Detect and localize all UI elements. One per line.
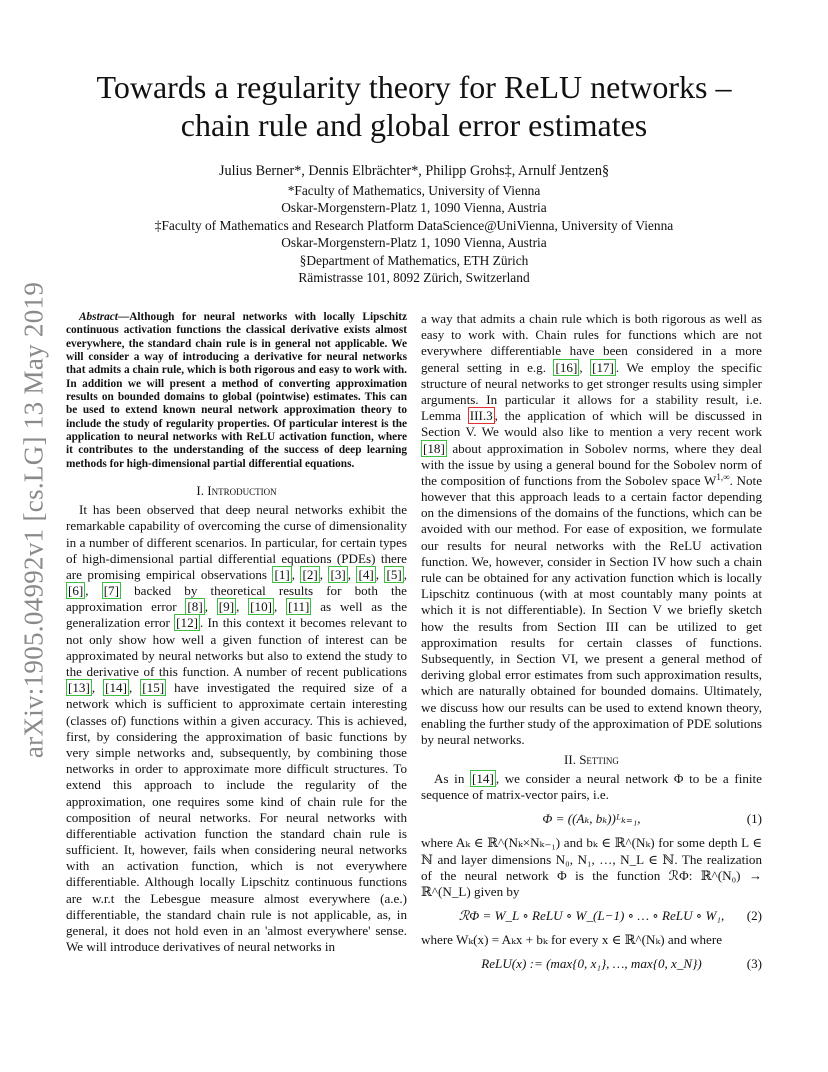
citation-link[interactable]: [11]	[288, 599, 310, 615]
title-line-2: chain rule and global error estimates	[180, 107, 648, 143]
citation-link[interactable]: [3]	[330, 566, 346, 582]
left-column	[66, 311, 407, 955]
citation-link[interactable]: [12]	[176, 615, 198, 631]
affiliation-line: §Department of Mathematics, ETH Zürich	[299, 252, 529, 268]
citation-link[interactable]: [10]	[250, 599, 272, 615]
equation-1-body: Φ = ((Aₖ, bₖ))ᴸₖ₌₁,	[542, 811, 641, 827]
section-heading-setting: II. Setting	[564, 752, 619, 768]
citation-link[interactable]: [15]	[142, 680, 165, 696]
abstract-text: —Although for neural networks with locally Lipschitz continuous activation functions the classical derivative exists almost everywhere, the standard chain rule is in general not applicable. We will consider a way of introducing a derivative for neural networks that admits a chain rule, which is both rigorous and easy to work with. In addition we will present a method of converting approximation results on bounded domains to global (pointwise) estimates. This can be used to extend known neural network approximation theory to include the study of regularity properties. Of particular interest is the application to neural networks with ReLU activation function, where it contributes to the understanding of the success of deep learning methods for high-dimensional partial differential equations.	[66, 311, 407, 470]
citation-link[interactable]: [16]	[555, 359, 578, 375]
abstract-label: Abstract	[79, 311, 118, 323]
affiliation-line: *Faculty of Mathematics, University of Vienna	[287, 182, 541, 198]
equation-3-number: (3)	[746, 956, 762, 972]
arxiv-identifier: arXiv:1905.04992v1 [cs.LG] 13 May 2019	[18, 281, 49, 759]
equation-3	[421, 953, 762, 975]
affiliation-line: Oskar-Morgenstern-Platz 1, 1090 Vienna, Austria	[281, 235, 547, 250]
author-block	[70, 163, 758, 287]
citation-link[interactable]: [6]	[68, 583, 84, 599]
citation-link[interactable]: [7]	[103, 583, 119, 599]
citation-link[interactable]: [13]	[68, 680, 90, 696]
citation-link[interactable]: [4]	[358, 566, 374, 582]
equation-1	[421, 808, 762, 830]
citation-link[interactable]: [8]	[187, 599, 203, 615]
citation-link[interactable]: [1]	[274, 566, 290, 582]
affiliation-line: ‡Faculty of Mathematics and Research Platform DataScience@UniVienna, University of Vienna	[154, 217, 674, 233]
sobolev-exponent: 1,∞	[716, 471, 730, 482]
setting-text: where Wₖ(x) = Aₖx + bₖ for every x ∈ ℝ^(Nₖ) and where	[421, 932, 723, 948]
citation-link[interactable]: [5]	[386, 566, 402, 582]
affiliation-line: Rämistrasse 101, 8092 Zürich, Switzerland	[298, 270, 530, 285]
equation-2	[421, 905, 762, 927]
citation-link[interactable]: [18]	[423, 440, 445, 456]
setting-paragraph: As in [14] , we consider a neural network Φ to be a finite sequence of matrix-vector pairs, i.e.	[421, 771, 762, 803]
setting-text: where Aₖ ∈ ℝ^(Nₖ×Nₖ₋₁) and bₖ ∈ ℝ^(Nₖ) for some depth L ∈ ℕ and layer dimensions N₀, N₁, …, N_L ∈ ℕ. The realization of the neural network Φ is the function ℛΦ: ℝ^(N₀) → ℝ^(N_L) given by	[421, 835, 762, 899]
author-names: Julius Berner*, Dennis Elbrächter*, Philipp Grohs‡, Arnulf Jentzen§	[218, 163, 610, 179]
affiliation-line: Oskar-Morgenstern-Platz 1, 1090 Vienna, Austria	[281, 200, 547, 215]
citation-link[interactable]: [2]	[302, 566, 318, 582]
introduction-continued: a way that admits a chain rule which is both rigorous as well as easy to work with. Chain rules for functions which are not everywhere differentiable have been considered in a more general setting in e.g. [16] , [17] . We employ the specific structure of neural networks to get stronger results using simpler arguments. In particular it allows for a stability result, i.e. Lemma III.3 , the application of which will be discussed in Section V. We would also like to mention a very recent work [18] about approximation in Sobolev norms, where they deal with the issue by using a general bound for the Sobolev norm of the composition of functions from the Sobolev space $W^{1,\infty}$. Note however that this approach leads to a certain factor depending on the dimensions of the domains of the functions, which can be avoided with our method. For ease of exposition, we formulate our results for neural networks with the ReLU activation function. We, however, consider in Section IV how such a chain rule can be obtained for any activation function which is locally Lipschitz continuous (with at most countably many points at which it is not differentiable). In Section V we briefly sketch how the results from Section III can be utilized to get approximation results for certain classes of functions. Subsequently, in Section VI, we present a general method of deriving global error estimates from such approximation results, which are naturally obtained for bounded domains. Ultimately, we discuss how our results can be used to extend known theory, enabling the further study of the approximation of PDE solutions by neural networks.	[421, 311, 763, 747]
right-column	[421, 311, 762, 980]
paper-title	[70, 68, 758, 144]
arxiv-stamp	[6, 260, 62, 780]
section-heading-introduction: I. Introduction	[196, 483, 277, 499]
equation-3-body: ReLU(x) := (max{0, x₁}, …, max{0, x_N})	[481, 956, 702, 972]
equation-2-body: ℛΦ = W_L ∘ ReLU ∘ W_(L−1) ∘ … ∘ ReLU ∘ W₁,	[458, 908, 725, 924]
equation-1-number: (1)	[746, 811, 762, 827]
citation-link[interactable]: [14]	[472, 771, 494, 787]
citation-link[interactable]: [14]	[105, 680, 127, 696]
equation-2-number: (2)	[746, 908, 762, 924]
introduction-paragraph: It has been observed that deep neural networks exhibit the remarkable capability of overcoming the curse of dimensionality in a number of different scenarios. In particular, for certain types of high-dimensional partial differential equations (PDEs) there are promising empirical observations [1] , [2] , [3] , [4] , [5] , [6] , [7] backed by theoretical results for both the approximation error [8] , [9] , [10] , [11] as well as the generalization error [12] . In this context it becomes relevant to not only show how well a given function of interest can be approximated by neural networks but also to extend the study to the derivative of this function. A number of recent publications [13] , [14] , [15] have investigated the required size of a network which is sufficient to approximate certain interesting (classes of) functions within a given accuracy. This is achieved, first, by considering the approximation of basic functions by very simple networks and, subsequently, by combining those networks in order to approximate more difficult structures. To extend this approach to include the regularity of the approximation, one requires some kind of chain rule for the composition of neural networks. For neural networks with differentiable activation function the standard chain rule is sufficient. It, however, fails when considering neural networks with an activation function, which is not everywhere differentiable. Although locally Lipschitz continuous functions are w.r.t the Lebesgue measure almost everywhere (a.e.) differentiable, the standard chain rule is not applicable, as, in general, it does not hold even in an 'almost everywhere' sense. We will introduce derivatives of neural networks in	[66, 502, 408, 955]
citation-link[interactable]: [9]	[218, 599, 235, 615]
abstract	[66, 311, 407, 471]
title-line-1: Towards a regularity theory for ReLU networks –	[96, 69, 732, 105]
citation-link[interactable]: [17]	[592, 359, 614, 375]
lemma-reference-link[interactable]: III.3	[469, 408, 493, 424]
